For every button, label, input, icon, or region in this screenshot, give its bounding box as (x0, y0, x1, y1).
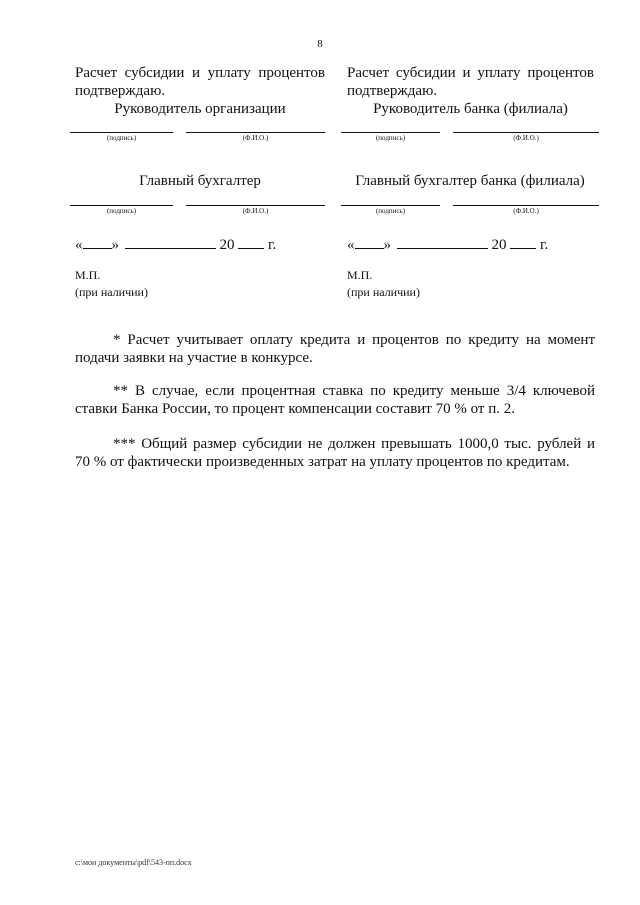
footnote-1-line1: * Расчет учитывает оплату кредита и процентов по кредиту на момент (113, 332, 595, 348)
left-accountant-name-line (186, 205, 325, 206)
left-name-caption: (Ф.И.О.) (242, 134, 269, 142)
right-year-prefix: 20 (491, 237, 507, 253)
left-stamp: М.П. (75, 268, 101, 282)
right-name-caption: (Ф.И.О.) (513, 134, 539, 142)
footnote-3-line2: 70 % от фактически произведенных затрат на уплату процентов по кредитам. (75, 454, 570, 470)
footnote-3-line1: *** Общий размер субсидии не должен превышать 1000,0 тыс. рублей и (113, 436, 595, 452)
footnote-2-line1: ** В случае, если процентная ставка по кредиту меньше 3/4 ключевой (113, 383, 595, 399)
right-date-line (347, 235, 548, 254)
right-accountant-name-caption: (Ф.И.О.) (513, 207, 539, 215)
left-month-blank (125, 235, 216, 249)
right-date-open-quote: « (347, 237, 355, 253)
left-accountant-signature-line (70, 205, 173, 206)
right-name-line (453, 132, 599, 133)
left-accountant-signature-caption: (подпись) (106, 207, 137, 215)
footer-file-path: c:\мои документы\pdf\543-пп.docx (75, 858, 192, 867)
right-month-blank (397, 235, 488, 249)
right-year-suffix: г. (540, 237, 549, 253)
right-day-blank (355, 235, 384, 249)
left-head-title: Руководитель организации (114, 101, 286, 117)
right-year-blank (510, 235, 536, 249)
right-confirm-line2: подтверждаю. (347, 83, 438, 99)
right-head-title: Руководитель банка (филиала) (373, 101, 568, 117)
footnote-2 (75, 382, 595, 418)
left-stamp-note: (при наличии) (75, 285, 148, 299)
left-signature-caption: (подпись) (106, 134, 137, 142)
right-accountant-name-line (453, 205, 599, 206)
footnote-3 (75, 435, 595, 471)
right-signature-block (347, 64, 594, 118)
right-signature-caption: (подпись) (375, 134, 406, 142)
left-year-suffix: г. (268, 237, 277, 253)
left-signature-line (70, 132, 173, 133)
left-accountant-name-caption: (Ф.И.О.) (242, 207, 269, 215)
left-year-prefix: 20 (219, 237, 235, 253)
right-stamp-note: (при наличии) (347, 285, 420, 299)
right-accountant-signature-caption: (подпись) (375, 207, 406, 215)
footnote-1 (75, 331, 595, 367)
right-confirm-line1: Расчет субсидии и уплату процентов (347, 65, 594, 81)
left-name-line (186, 132, 325, 133)
right-date-close-quote: » (383, 237, 391, 253)
footnote-2-line2: ставки Банка России, то процент компенсации составит 70 % от п. 2. (75, 401, 515, 417)
left-date-open-quote: « (75, 237, 83, 253)
left-day-blank (83, 235, 112, 249)
left-accountant-title: Главный бухгалтер (139, 173, 261, 189)
left-confirm-line1: Расчет субсидии и уплату процентов (75, 65, 325, 81)
right-accountant-title: Главный бухгалтер банка (филиала) (355, 173, 585, 189)
right-signature-line (341, 132, 440, 133)
left-year-blank (238, 235, 264, 249)
left-confirm-line2: подтверждаю. (75, 83, 166, 99)
footnote-1-line2: подачи заявки на участие в конкурсе. (75, 350, 313, 366)
left-date-close-quote: » (111, 237, 119, 253)
left-date-line (75, 235, 276, 254)
left-signature-block (75, 64, 325, 118)
right-stamp: М.П. (347, 268, 373, 282)
page-number: 8 (317, 38, 323, 50)
right-accountant-signature-line (341, 205, 440, 206)
